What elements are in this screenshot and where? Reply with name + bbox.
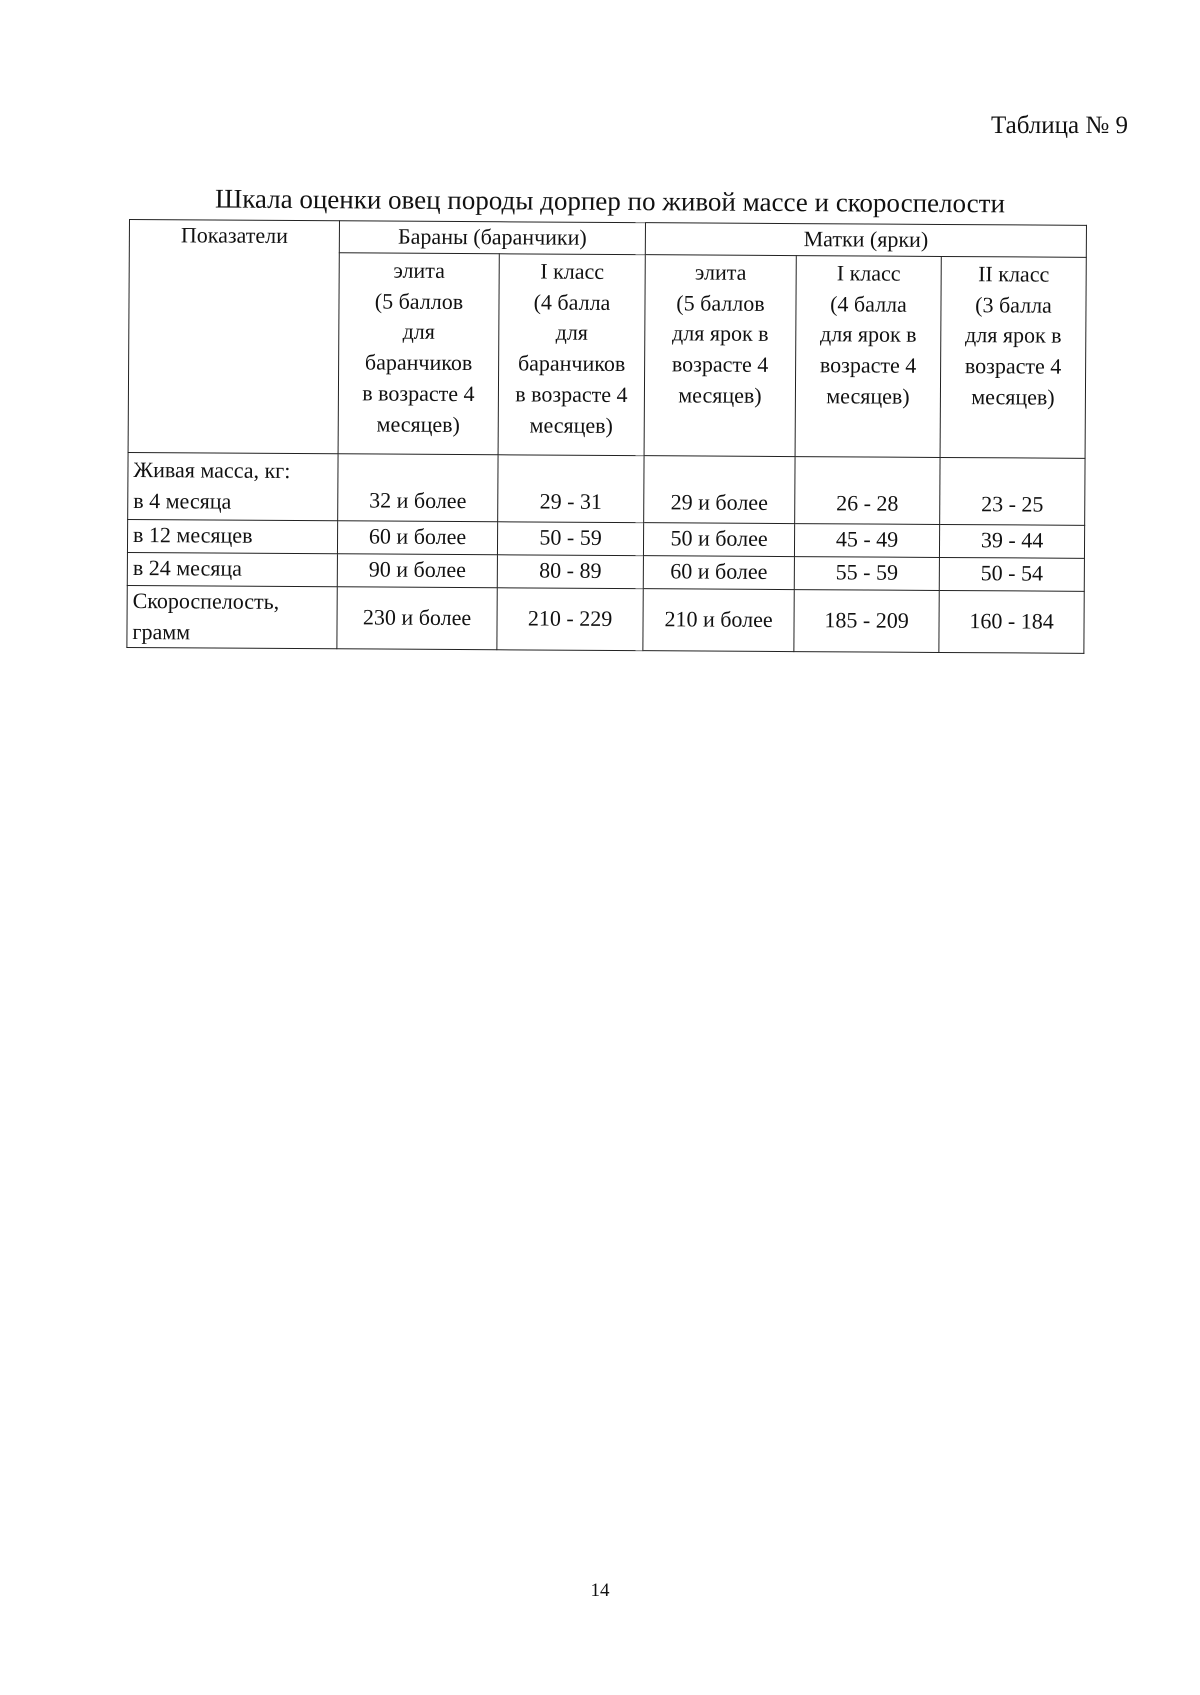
table-row-weight-4-months [128, 452, 1085, 525]
row-label-early-maturity [127, 585, 337, 649]
class-note-line: возрасте 4 [671, 351, 769, 378]
class-name: элита [393, 257, 445, 283]
class-note-line: (3 балла [975, 291, 1052, 318]
cell-value: 32 и более [338, 454, 498, 522]
class-note-line: месяцев) [826, 383, 910, 409]
cell-value: 185 - 209 [794, 589, 939, 652]
cell-value: 29 и более [644, 455, 795, 523]
class-note-line: возрасте 4 [964, 353, 1062, 379]
header-rams-first-class [498, 254, 645, 456]
early-maturity-unit: грамм [132, 618, 191, 644]
cell-value: 210 и более [643, 588, 794, 652]
row-label-weight-12-months: в 12 месяцев [127, 519, 337, 553]
class-note-line: месяцев) [971, 384, 1055, 410]
class-note-line: в возрасте 4 [362, 380, 475, 407]
row-label-weight-4-months [128, 452, 338, 520]
class-name: I класс [540, 258, 605, 284]
class-name: I класс [836, 260, 901, 286]
cell-value: 210 - 229 [497, 588, 643, 651]
class-note-line: месяцев) [529, 412, 614, 438]
class-note-line: для [402, 319, 436, 345]
class-note-line: для [555, 319, 589, 346]
cell-value: 50 - 54 [939, 557, 1084, 591]
class-note-line: возрасте 4 [819, 352, 917, 378]
class-note-line: (5 баллов [676, 289, 765, 316]
header-row-groups [129, 220, 1086, 258]
table-row-early-maturity [127, 585, 1084, 653]
rating-table [126, 219, 1087, 654]
cell-value: 23 - 25 [940, 457, 1085, 525]
class-note-line: для ярок в [819, 321, 917, 348]
class-note-line: в возрасте 4 [515, 381, 628, 408]
header-rams-group: Бараны (баранчики) [339, 221, 645, 255]
row-label-weight-24-months: в 24 месяца [127, 552, 337, 586]
class-note-line: (4 балла [533, 289, 611, 315]
class-note-line: месяцев) [376, 411, 461, 437]
header-indicators: Показатели [128, 220, 339, 454]
header-ewes-elite [644, 254, 796, 456]
header-ewes-second-class [940, 256, 1086, 458]
class-note-line: для ярок в [965, 322, 1062, 349]
class-note-line: (5 баллов [374, 288, 464, 314]
cell-value: 80 - 89 [497, 555, 643, 589]
cell-value: 55 - 59 [794, 556, 939, 590]
page-number: 14 [590, 1580, 610, 1601]
class-note-line: баранчиков [517, 350, 626, 377]
live-weight-label: Живая масса, кг: [133, 457, 291, 483]
cell-value: 160 - 184 [939, 590, 1084, 653]
age-4-months-label: в 4 месяца [133, 487, 232, 514]
class-note-line: (4 балла [830, 290, 907, 317]
header-rams-elite [338, 253, 499, 455]
header-ewes-first-class [795, 255, 941, 457]
header-ewes-group: Матки (ярки) [645, 223, 1086, 257]
cell-value: 39 - 44 [939, 524, 1084, 558]
rating-table-wrapper [126, 219, 1086, 654]
cell-value: 26 - 28 [795, 456, 940, 524]
table-number: Таблица № 9 [990, 112, 1128, 139]
cell-value: 50 - 59 [497, 522, 643, 556]
cell-value: 90 и более [337, 554, 497, 588]
cell-value: 50 и более [643, 522, 794, 556]
cell-value: 60 и более [643, 555, 794, 589]
class-name: II класс [978, 260, 1050, 287]
cell-value: 230 и более [337, 587, 497, 651]
class-name: элита [694, 259, 747, 285]
class-note-line: месяцев) [678, 382, 762, 408]
class-note-line: баранчиков [364, 349, 473, 376]
cell-value: 60 и более [337, 521, 497, 555]
table-title: Шкала оценки овец породы дорпер по живой массе и скороспелости [214, 183, 1006, 219]
class-note-line: для ярок в [672, 320, 769, 347]
early-maturity-label: Скороспелость, [132, 587, 280, 614]
cell-value: 45 - 49 [794, 523, 939, 557]
cell-value: 29 - 31 [498, 455, 644, 523]
